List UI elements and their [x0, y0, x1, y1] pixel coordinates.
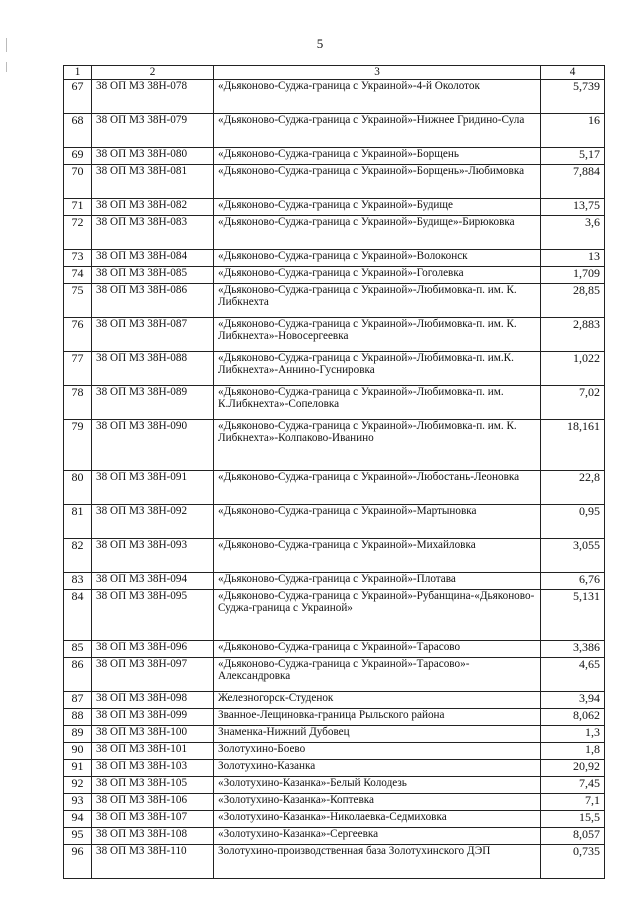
table-row — [64, 760, 605, 777]
row-number: 69 — [64, 148, 92, 165]
road-code: 38 ОП МЗ 38Н-096 — [92, 641, 214, 658]
table-row — [64, 845, 605, 879]
road-name: «Дьяконово-Суджа-граница с Украиной»-Любимовка-п. им. К. Либкнехта — [214, 284, 541, 318]
road-length: 4,65 — [541, 658, 605, 692]
road-length: 16 — [541, 114, 605, 148]
road-length: 1,022 — [541, 352, 605, 386]
road-name: «Золотухино-Казанка»-Коптевка — [214, 794, 541, 811]
row-number: 68 — [64, 114, 92, 148]
roads-table — [63, 65, 605, 879]
road-length: 20,92 — [541, 760, 605, 777]
row-number: 82 — [64, 539, 92, 573]
road-name: Золотухино-производственная база Золотухинского ДЭП — [214, 845, 541, 879]
table-row — [64, 777, 605, 794]
table-row — [64, 505, 605, 539]
road-code: 38 ОП МЗ 38Н-084 — [92, 250, 214, 267]
road-name: «Дьяконово-Суджа-граница с Украиной»-Тарасово — [214, 641, 541, 658]
row-number: 85 — [64, 641, 92, 658]
road-name: «Дьяконово-Суджа-граница с Украиной»-Борщень — [214, 148, 541, 165]
row-number: 88 — [64, 709, 92, 726]
table-row — [64, 743, 605, 760]
row-number: 84 — [64, 590, 92, 641]
road-name: «Дьяконово-Суджа-граница с Украиной»-Будище»-Бирюковка — [214, 216, 541, 250]
row-number: 92 — [64, 777, 92, 794]
road-code: 38 ОП МЗ 38Н-089 — [92, 386, 214, 420]
road-code: 38 ОП МЗ 38Н-107 — [92, 811, 214, 828]
road-length: 0,95 — [541, 505, 605, 539]
road-length: 8,062 — [541, 709, 605, 726]
road-code: 38 ОП МЗ 38Н-092 — [92, 505, 214, 539]
column-header: 2 — [92, 66, 214, 80]
road-length: 7,02 — [541, 386, 605, 420]
table-row — [64, 318, 605, 352]
row-number: 74 — [64, 267, 92, 284]
road-name: Золотухино-Боево — [214, 743, 541, 760]
table-row — [64, 641, 605, 658]
road-code: 38 ОП МЗ 38Н-101 — [92, 743, 214, 760]
table-row — [64, 250, 605, 267]
road-name: «Дьяконово-Суджа-граница с Украиной»-Михайловка — [214, 539, 541, 573]
road-length: 22,8 — [541, 471, 605, 505]
table-row — [64, 471, 605, 505]
road-length: 7,884 — [541, 165, 605, 199]
road-name: «Дьяконово-Суджа-граница с Украиной»-Нижнее Гридино-Сула — [214, 114, 541, 148]
row-number: 70 — [64, 165, 92, 199]
road-name: «Дьяконово-Суджа-граница с Украиной»-Гоголевка — [214, 267, 541, 284]
road-length: 28,85 — [541, 284, 605, 318]
road-code: 38 ОП МЗ 38Н-083 — [92, 216, 214, 250]
column-header: 3 — [214, 66, 541, 80]
column-header: 1 — [64, 66, 92, 80]
road-length: 15,5 — [541, 811, 605, 828]
road-length: 13 — [541, 250, 605, 267]
table-row — [64, 420, 605, 471]
road-code: 38 ОП МЗ 38Н-091 — [92, 471, 214, 505]
road-length: 3,6 — [541, 216, 605, 250]
row-number: 67 — [64, 80, 92, 114]
row-number: 75 — [64, 284, 92, 318]
table-body — [64, 80, 605, 879]
table-row — [64, 80, 605, 114]
road-length: 3,055 — [541, 539, 605, 573]
row-number: 71 — [64, 199, 92, 216]
road-code: 38 ОП МЗ 38Н-100 — [92, 726, 214, 743]
road-name: «Дьяконово-Суджа-граница с Украиной»-Любостань-Леоновка — [214, 471, 541, 505]
road-name: Знаменка-Нижний Дубовец — [214, 726, 541, 743]
scan-edge-mark — [6, 62, 7, 72]
road-name: «Дьяконово-Суджа-граница с Украиной»-Борщень»-Любимовка — [214, 165, 541, 199]
road-code: 38 ОП МЗ 38Н-086 — [92, 284, 214, 318]
table-row — [64, 794, 605, 811]
road-length: 5,17 — [541, 148, 605, 165]
row-number: 86 — [64, 658, 92, 692]
table-row — [64, 216, 605, 250]
road-name: «Дьяконово-Суджа-граница с Украиной»-Плотава — [214, 573, 541, 590]
road-code: 38 ОП МЗ 38Н-080 — [92, 148, 214, 165]
table-row — [64, 828, 605, 845]
road-length: 1,3 — [541, 726, 605, 743]
road-code: 38 ОП МЗ 38Н-108 — [92, 828, 214, 845]
road-name: «Золотухино-Казанка»-Белый Колодезь — [214, 777, 541, 794]
road-length: 7,1 — [541, 794, 605, 811]
row-number: 87 — [64, 692, 92, 709]
road-length: 13,75 — [541, 199, 605, 216]
road-length: 3,386 — [541, 641, 605, 658]
table-row — [64, 709, 605, 726]
table-row — [64, 352, 605, 386]
road-code: 38 ОП МЗ 38Н-105 — [92, 777, 214, 794]
row-number: 81 — [64, 505, 92, 539]
row-number: 79 — [64, 420, 92, 471]
table-row — [64, 692, 605, 709]
road-code: 38 ОП МЗ 38Н-094 — [92, 573, 214, 590]
row-number: 95 — [64, 828, 92, 845]
road-code: 38 ОП МЗ 38Н-082 — [92, 199, 214, 216]
row-number: 78 — [64, 386, 92, 420]
table-row — [64, 267, 605, 284]
road-code: 38 ОП МЗ 38Н-081 — [92, 165, 214, 199]
road-name: «Золотухино-Казанка»-Сергеевка — [214, 828, 541, 845]
table-row — [64, 114, 605, 148]
road-name: «Дьяконово-Суджа-граница с Украиной»-Волоконск — [214, 250, 541, 267]
road-length: 5,739 — [541, 80, 605, 114]
road-name: Золотухино-Казанка — [214, 760, 541, 777]
road-name: «Дьяконово-Суджа-граница с Украиной»-Любимовка-п. им. К. Либкнехта»-Колпаково-Иванино — [214, 420, 541, 471]
table-row — [64, 165, 605, 199]
road-code: 38 ОП МЗ 38Н-097 — [92, 658, 214, 692]
row-number: 76 — [64, 318, 92, 352]
column-header: 4 — [541, 66, 605, 80]
road-code: 38 ОП МЗ 38Н-103 — [92, 760, 214, 777]
row-number: 96 — [64, 845, 92, 879]
row-number: 83 — [64, 573, 92, 590]
row-number: 94 — [64, 811, 92, 828]
table-row — [64, 148, 605, 165]
road-name: «Дьяконово-Суджа-граница с Украиной»-Рубанщина-«Дьяконово-Суджа-граница с Украиной» — [214, 590, 541, 641]
table-row — [64, 386, 605, 420]
road-code: 38 ОП МЗ 38Н-088 — [92, 352, 214, 386]
row-number: 93 — [64, 794, 92, 811]
road-length: 5,131 — [541, 590, 605, 641]
road-name: Званное-Лещиновка-граница Рыльского района — [214, 709, 541, 726]
row-number: 90 — [64, 743, 92, 760]
road-length: 7,45 — [541, 777, 605, 794]
road-code: 38 ОП МЗ 38Н-087 — [92, 318, 214, 352]
road-code: 38 ОП МЗ 38Н-095 — [92, 590, 214, 641]
road-length: 3,94 — [541, 692, 605, 709]
table-row — [64, 284, 605, 318]
road-name: «Дьяконово-Суджа-граница с Украиной»-Будище — [214, 199, 541, 216]
road-length: 8,057 — [541, 828, 605, 845]
road-length: 18,161 — [541, 420, 605, 471]
road-name: «Дьяконово-Суджа-граница с Украиной»-Любимовка-п. им. К.Либкнехта»-Сопеловка — [214, 386, 541, 420]
road-code: 38 ОП МЗ 38Н-079 — [92, 114, 214, 148]
road-name: «Дьяконово-Суджа-граница с Украиной»-Любимовка-п. им. К. Либкнехта»-Новосергеевка — [214, 318, 541, 352]
road-code: 38 ОП МЗ 38Н-106 — [92, 794, 214, 811]
road-code: 38 ОП МЗ 38Н-090 — [92, 420, 214, 471]
row-number: 73 — [64, 250, 92, 267]
road-length: 1,8 — [541, 743, 605, 760]
table-row — [64, 199, 605, 216]
road-length: 0,735 — [541, 845, 605, 879]
table-row — [64, 573, 605, 590]
row-number: 89 — [64, 726, 92, 743]
page-number: 5 — [316, 36, 324, 51]
table-row — [64, 726, 605, 743]
road-length: 1,709 — [541, 267, 605, 284]
road-length: 6,76 — [541, 573, 605, 590]
road-name: «Дьяконово-Суджа-граница с Украиной»-4-й Околоток — [214, 80, 541, 114]
table-row — [64, 539, 605, 573]
road-name: «Дьяконово-Суджа-граница с Украиной»-Любимовка-п. им.К. Либкнехта»-Аннино-Гуснировка — [214, 352, 541, 386]
road-code: 38 ОП МЗ 38Н-099 — [92, 709, 214, 726]
road-code: 38 ОП МЗ 38Н-098 — [92, 692, 214, 709]
road-code: 38 ОП МЗ 38Н-093 — [92, 539, 214, 573]
table-header-row — [64, 66, 605, 80]
road-code: 38 ОП МЗ 38Н-085 — [92, 267, 214, 284]
road-name: Железногорск-Студенок — [214, 692, 541, 709]
row-number: 72 — [64, 216, 92, 250]
road-name: «Золотухино-Казанка»-Николаевка-Седмиховка — [214, 811, 541, 828]
table-row — [64, 590, 605, 641]
table-row — [64, 811, 605, 828]
road-name: «Дьяконово-Суджа-граница с Украиной»-Тарасово»-Александровка — [214, 658, 541, 692]
row-number: 80 — [64, 471, 92, 505]
row-number: 91 — [64, 760, 92, 777]
row-number: 77 — [64, 352, 92, 386]
road-name: «Дьяконово-Суджа-граница с Украиной»-Мартыновка — [214, 505, 541, 539]
road-code: 38 ОП МЗ 38Н-110 — [92, 845, 214, 879]
road-length: 2,883 — [541, 318, 605, 352]
road-code: 38 ОП МЗ 38Н-078 — [92, 80, 214, 114]
table-row — [64, 658, 605, 692]
